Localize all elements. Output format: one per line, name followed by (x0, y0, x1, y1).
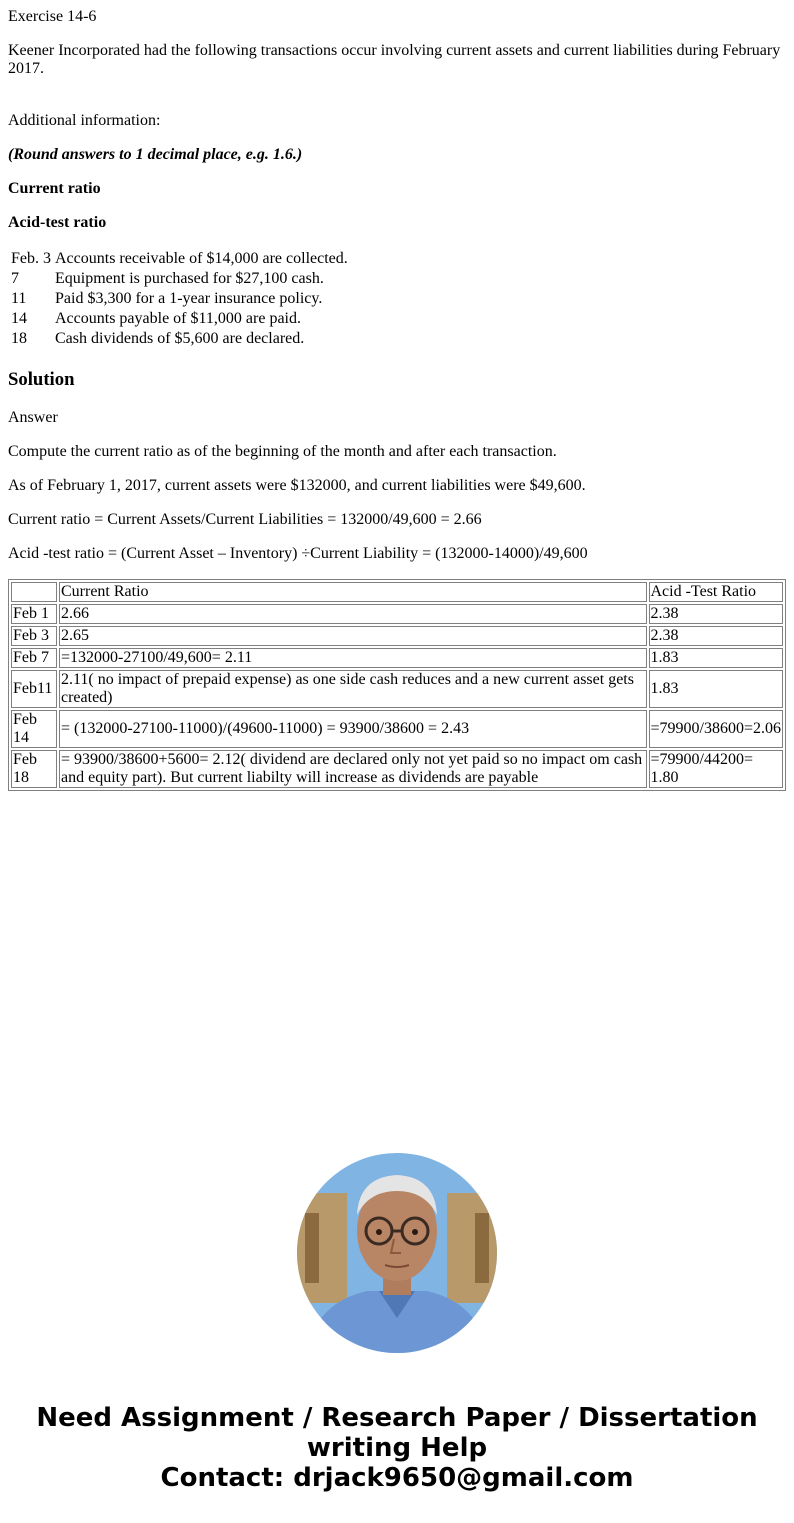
row-acid-ratio: 1.83 (649, 648, 784, 668)
transaction-date: 7 (11, 270, 19, 287)
current-ratio-formula: Current ratio = Current Assets/Current Liabilities = 132000/49,600 = 2.66 (8, 511, 482, 528)
table-row (11, 604, 783, 624)
transaction-row (10, 250, 349, 268)
current-ratio-heading: Current ratio (8, 180, 101, 197)
transaction-date: Feb. 3 (11, 250, 51, 267)
row-acid-ratio: 2.38 (649, 626, 784, 646)
header-cell-empty (11, 582, 57, 602)
transaction-text: Equipment is purchased for $27,100 cash. (55, 270, 324, 287)
transaction-text: Paid $3,300 for a 1-year insurance policy. (55, 290, 323, 307)
transaction-date: 18 (11, 330, 27, 347)
row-acid-ratio: 2.38 (649, 604, 784, 624)
table-row (11, 626, 783, 646)
row-date: Feb 7 (11, 648, 57, 668)
compute-text: Compute the current ratio as of the beginning of the month and after each transaction. (8, 443, 557, 460)
additional-info: Additional information: (8, 112, 161, 129)
row-acid-ratio: =79900/38600=2.06 (649, 710, 784, 748)
banner-line-3: Contact: drjack9650@gmail.com (160, 1463, 634, 1493)
transaction-text: Cash dividends of $5,600 are declared. (55, 330, 305, 347)
answer-label: Answer (8, 409, 58, 426)
row-acid-ratio: 1.83 (649, 670, 784, 708)
table-row (11, 648, 783, 668)
row-acid-ratio: =79900/44200= 1.80 (649, 750, 784, 788)
as-of-text: As of February 1, 2017, current assets were $132000, and current liabilities were $49,600. (8, 477, 586, 494)
transaction-text: Accounts receivable of $14,000 are collected. (55, 250, 348, 267)
author-photo (297, 1153, 497, 1353)
row-current-ratio: =132000-27100/49,600= 2.11 (59, 648, 647, 668)
ratio-table-header (11, 582, 783, 602)
table-row (11, 750, 783, 788)
banner-line-1: Need Assignment / Research Paper / Dissertation (36, 1403, 758, 1433)
banner-line-2: writing Help (306, 1433, 488, 1463)
row-date: Feb 3 (11, 626, 57, 646)
transaction-row (10, 310, 349, 328)
round-note: (Round answers to 1 decimal place, e.g. 1.6.) (8, 146, 303, 163)
transaction-text: Accounts payable of $11,000 are paid. (55, 310, 301, 327)
document-content (8, 0, 786, 791)
row-current-ratio: 2.11( no impact of prepaid expense) as one side cash reduces and a new current asset gets created) (59, 670, 647, 708)
header-current-ratio: Current Ratio (59, 582, 647, 602)
row-current-ratio: = (132000-27100-11000)/(49600-11000) = 93900/38600 = 2.43 (59, 710, 647, 748)
ratio-table (8, 579, 786, 791)
row-current-ratio: = 93900/38600+5600= 2.12( dividend are declared only not yet paid so no impact om cash and equity part). But current liabilty will increase as dividends are payable (59, 750, 647, 788)
author-photo-graphic (297, 1153, 497, 1353)
row-current-ratio: 2.66 (59, 604, 647, 624)
table-row (11, 710, 783, 748)
row-date: Feb 18 (11, 750, 57, 788)
transaction-row (10, 270, 349, 288)
row-date: Feb11 (11, 670, 57, 708)
transactions-table (8, 248, 351, 350)
intro-paragraph: Keener Incorporated had the following transactions occur involving current assets and current liabilities during February 2017. (8, 42, 781, 77)
header-acid-test-ratio: Acid -Test Ratio (649, 582, 784, 602)
transaction-date: 11 (11, 290, 27, 307)
contact-banner (0, 1403, 794, 1493)
exercise-title: Exercise 14-6 (8, 8, 97, 25)
transaction-row (10, 330, 349, 348)
acid-test-formula: Acid -test ratio = (Current Asset – Inventory) ÷Current Liability = (132000-14000)/49,600 (8, 545, 588, 562)
row-current-ratio: 2.65 (59, 626, 647, 646)
transaction-date: 14 (11, 310, 27, 327)
acid-test-heading: Acid-test ratio (8, 214, 107, 231)
row-date: Feb 14 (11, 710, 57, 748)
transaction-row (10, 290, 349, 308)
table-row (11, 670, 783, 708)
row-date: Feb 1 (11, 604, 57, 624)
solution-heading: Solution (8, 369, 75, 390)
